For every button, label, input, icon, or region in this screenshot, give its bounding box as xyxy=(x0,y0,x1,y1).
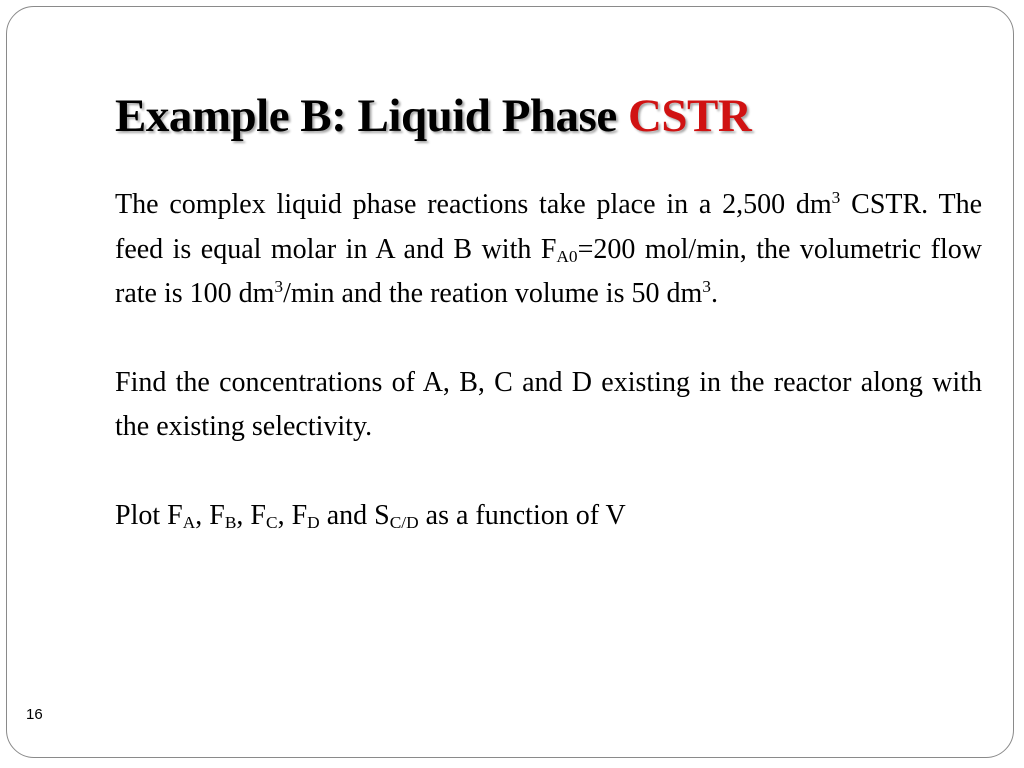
superscript: 3 xyxy=(831,187,841,207)
text-run: The complex liquid phase reactions take place in a 2,500 dm xyxy=(115,189,832,220)
subscript: A0 xyxy=(556,247,578,267)
text-run: =200 mol/min, the volumetric flow rate is 100 dm xyxy=(115,233,982,309)
slide-title xyxy=(115,89,751,143)
subscript: A xyxy=(182,513,196,533)
text-run: , F xyxy=(195,499,225,531)
slide xyxy=(6,6,1014,758)
problem-statement-paragraph xyxy=(115,183,982,317)
subscript: C xyxy=(266,513,278,533)
plot-instruction-paragraph xyxy=(115,494,982,539)
text-run: , F xyxy=(277,499,308,531)
slide-title-text: Example B: Liquid Phase xyxy=(115,90,628,142)
task-paragraph: Find the concentrations of A, B, C and D existing in the reactor along with the existing selectivity. xyxy=(115,366,982,442)
subscript: B xyxy=(224,513,237,533)
subscript: D xyxy=(307,513,320,533)
superscript: 3 xyxy=(274,276,284,296)
text-run: and S xyxy=(319,499,390,531)
slide-body xyxy=(115,183,982,538)
text-run: , F xyxy=(236,499,266,531)
superscript: 3 xyxy=(702,276,711,296)
subscript: C/D xyxy=(389,513,419,533)
text-run: /min and the reation volume is 50 dm xyxy=(283,278,703,309)
slide-title-accent: CSTR xyxy=(627,90,752,142)
text-run: Plot F xyxy=(115,499,183,531)
text-run: as a function of V xyxy=(418,499,626,531)
text-run: . xyxy=(710,278,718,309)
text-run: CSTR. The feed is equal molar in A and B with F xyxy=(115,189,982,265)
page-number: 16 xyxy=(26,706,43,723)
